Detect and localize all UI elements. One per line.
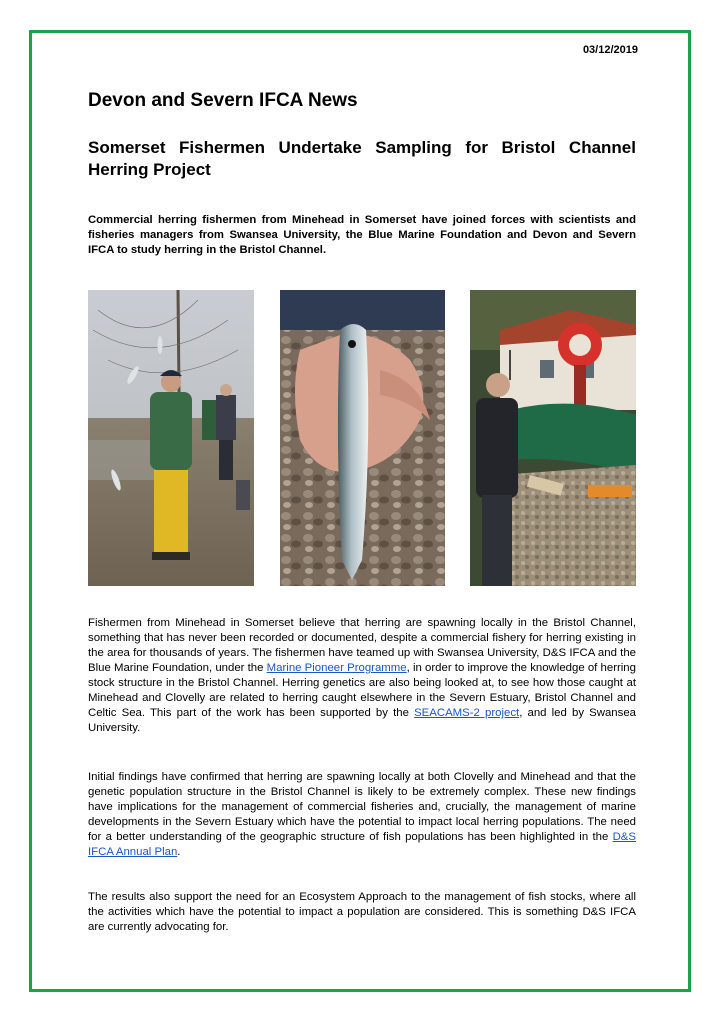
paragraph-2-text-b: . — [177, 846, 181, 858]
annual-plan-link[interactable]: D&S IFCA Annual Plan — [88, 831, 636, 858]
paragraph-1-text-a: Fishermen from Minehead in Somerset believe that herring are spawning locally in the Bristol Channel, something that has never been recorded or documented, despite a commercial fishery for herring existing in the area for thousands of years. The fishermen have teamed up with Swansea University, D&S IFCA and the Blue Marine Foundation, under the — [88, 617, 636, 674]
paragraph-3: The results also support the need for an Ecosystem Approach to the management of fish stocks, where all the activities which have the potential to impact a population are considered. This is something D&S IFCA are currently advocating for. — [88, 891, 636, 933]
seacams-2-link[interactable]: SEACAMS-2 project — [414, 707, 520, 719]
sampling-on-harbour-wall-photo — [470, 290, 636, 586]
article-lead: Commercial herring fishermen from Minehead in Somerset have joined forces with scientists and fisheries managers from Swansea University, the Blue Marine Foundation and Devon and Severn IFCA to study herring in the Bristol Channel. — [88, 214, 636, 256]
herring-in-hand-photo — [280, 290, 445, 586]
paragraph-2 — [88, 770, 636, 860]
marine-pioneer-link[interactable]: Marine Pioneer Programme — [266, 662, 407, 674]
document-date: 03/12/2019 — [582, 44, 638, 56]
paragraph-1-text-b: , in order to improve the knowledge of herring stock structure in the Bristol Channel. Herring genetics are also being looked at, to see how those caught at Minehead and Clovelly are related to herring caught elsewhere in the Severn Estuary, Bristol Channel and Celtic Sea. This part of the work has been supported by the — [88, 662, 636, 719]
paragraph-1-text-c: , and led by Swansea University. — [88, 707, 637, 734]
newsletter-title: Devon and Severn IFCA News — [88, 90, 358, 111]
paragraph-2-text-a: Initial findings have confirmed that herring are spawning locally at both Clovelly and Minehead and that the genetic population structure in the Bristol Channel is likely to be extremely complex. These new findings have implications for the management of commercial fisheries and, crucially, the management of marine developments in the Severn Estuary which have the potential to impact local herring populations. The need for a better understanding of the geographic structure of fish populations has been highlighted in the — [88, 771, 636, 843]
article-headline: Somerset Fishermen Undertake Sampling for Bristol Channel Herring Project — [88, 138, 636, 179]
paragraph-1 — [88, 616, 636, 736]
fishermen-on-beach-photo — [88, 290, 254, 586]
